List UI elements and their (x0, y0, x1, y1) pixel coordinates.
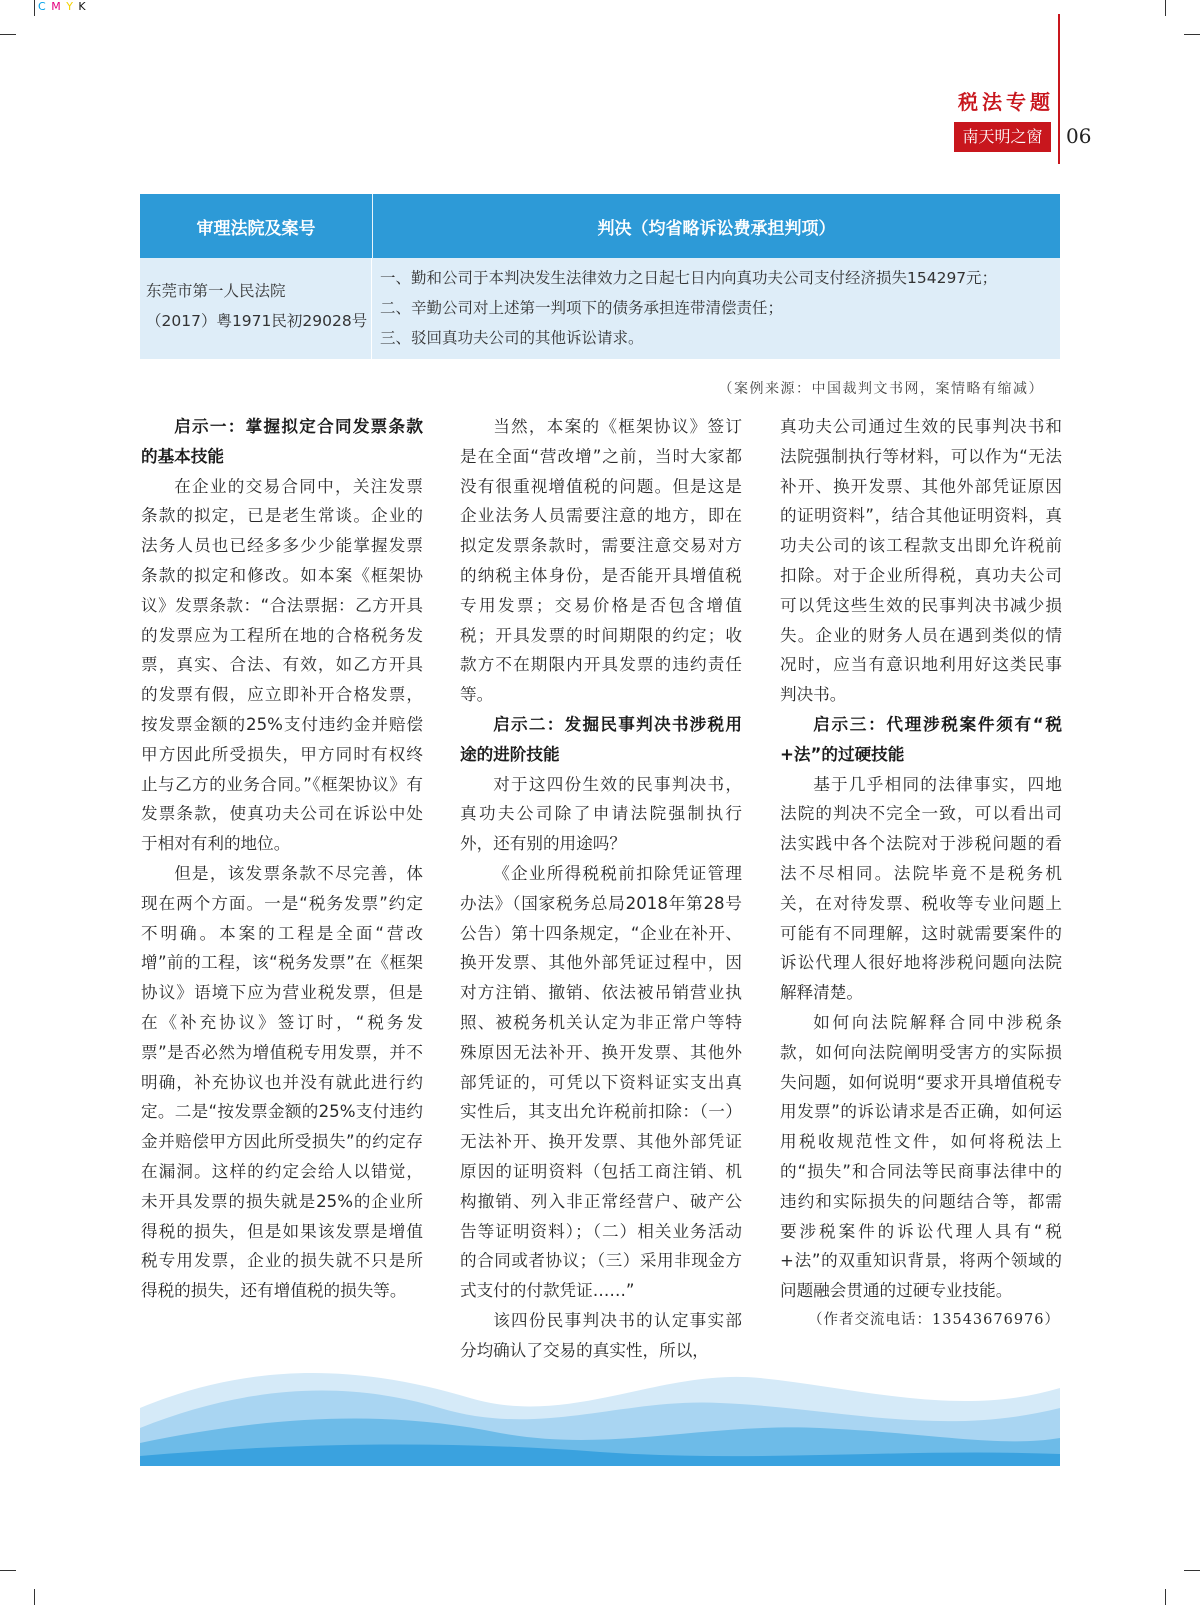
judgment-cell (372, 258, 1060, 359)
crop-mark (34, 1589, 35, 1605)
header-red-rule (1058, 14, 1060, 164)
cmyk-y: Y (66, 0, 74, 13)
judgment-item: 二、辛勤公司对上述第一判项下的债务承担连带清偿责任； (380, 299, 784, 317)
article-column-2 (460, 412, 742, 1366)
page-number: 06 (1066, 124, 1092, 148)
cmyk-c: C (38, 0, 47, 13)
insight-1-heading: 启示一：掌握拟定合同发票条款的基本技能 (141, 417, 423, 466)
insight-3-heading: 启示三：代理涉税案件须有“税+法”的过硬技能 (780, 714, 1062, 764)
crop-mark (1184, 34, 1200, 35)
court-name: 东莞市第一人民法院 (146, 282, 286, 300)
paragraph: 基于几乎相同的法律事实，四地法院的判决不完全一致，可以看出司法实践中各个法院对于涉税问题的看法不尽相同。法院毕竟不是税务机关，在对待发票、税收等专业问题上可能有不同理解，这时就需要案件的诉讼代理人很好地将涉税问题向法院解释清楚。 (780, 774, 1062, 1003)
table-header-judgment: 判决（均省略诉讼费承担判项） (597, 218, 836, 239)
article-column-3 (780, 412, 1062, 1336)
article-column-1 (141, 412, 423, 1306)
cmyk-k: K (78, 0, 87, 13)
magazine-name-badge: 南天明之窗 (954, 122, 1051, 152)
author-contact: （作者交流电话：13543676976） (808, 1311, 1060, 1328)
table-header-court: 审理法院及案号 (140, 194, 373, 258)
case-source-note: （案例来源：中国裁判文书网，案情略有缩减） (718, 381, 1044, 397)
crop-mark (1165, 1589, 1166, 1605)
section-title: 税法专题 (958, 90, 1054, 114)
judgment-item: 三、驳回真功夫公司的其他诉讼请求。 (380, 329, 644, 347)
paragraph: 在企业的交易合同中，关注发票条款的拟定，已是老生常谈。企业的法务人员也已经多多少少能掌握发票条款的拟定和修改。如本案《框架协议》发票条款：“合法票据：乙方开具的发票应为工程所在地的合格税务发票，真实、合法、有效，如乙方开具的发票有假，应立即补开合格发票，按发票金额的25%支付违约金并赔偿甲方因此所受损失，甲方同时有权终止与乙方的业务合同。”《框架协议》有发票条款，使真功夫公司在诉讼中处于相对有利的地位。 (141, 476, 423, 854)
paragraph-continued: 真功夫公司通过生效的民事判决书和法院强制执行等材料，可以作为“无法补开、换开发票、其他外部凭证原因的证明资料”，结合其他证明资料，真功夫公司的该工程款支出即允许税前扣除。对于企业所得税，真功夫公司可以凭这些生效的民事判决书减少损失。企业的财务人员在遇到类似的情况时，应当有意识地利用好这类民事判决书。 (780, 417, 1062, 705)
crop-mark (34, 0, 35, 16)
table-header-row (140, 194, 1060, 258)
crop-mark (0, 1570, 16, 1571)
crop-mark (1184, 1570, 1200, 1571)
decorative-waves (140, 1348, 1060, 1466)
paragraph: 对于这四份生效的民事判决书，真功夫公司除了申请法院强制执行外，还有别的用途吗？ (460, 774, 742, 854)
crop-mark (1165, 0, 1166, 16)
table-row (140, 258, 1060, 359)
paragraph: 当然，本案的《框架协议》签订是在全面“营改增”之前，当时大家都没有很重视增值税的问题。但是这是企业法务人员需要注意的地方，即在拟定发票条款时，需要注意交易对方的纳税主体身份，是否能开具增值税专用发票；交易价格是否包含增值税；开具发票的时间期限的约定；收款方不在期限内开具发票的违约责任等。 (460, 417, 742, 705)
paragraph: 但是，该发票条款不尽完善，体现在两个方面。一是“税务发票”约定不明确。本案的工程是全面“营改增”前的工程，该“税务发票”在《框架协议》语境下应为营业税发票，但是在《补充协议》签订时，“税务发票”是否必然为增值税专用发票，并不明确，补充协议也并没有就此进行约定。二是“按发票金额的25%支付违约金并赔偿甲方因此所受损失”的约定存在漏洞。这样的约定会给人以错觉，未开具发票的损失就是25%的企业所得税的损失，但是如果该发票是增值税专用发票，企业的损失就不只是所得税的损失，还有增值税的损失等。 (141, 863, 423, 1301)
paragraph: 《企业所得税税前扣除凭证管理办法》（国家税务总局2018年第28号公告）第十四条规定，“企业在补开、换开发票、其他外部凭证过程中，因对方注销、撤销、依法被吊销营业执照、被税务机关认定为非正常户等特殊原因无法补开、换开发票、其他外部凭证的，可凭以下资料证实支出真实性后，其支出允许税前扣除：（一）无法补开、换开发票、其他外部凭证原因的证明资料（包括工商注销、机构撤销、列入非正常经营户、破产公告等证明资料）；（二）相关业务活动的合同或者协议；（三）采用非现金方式支付的付款凭证……” (460, 863, 742, 1301)
court-cell (140, 258, 372, 359)
cmyk-m: M (51, 0, 62, 13)
paragraph: 如何向法院解释合同中涉税条款，如何向法院阐明受害方的实际损失问题，如何说明“要求开具增值税专用发票”的诉讼请求是否正确，如何运用税收规范性文件，如何将税法上的“损失”和合同法等民商事法律中的违约和实际损失的问题结合等，都需要涉税案件的诉讼代理人具有“税+法”的双重知识背景，将两个领域的问题融会贯通的过硬专业技能。 (780, 1012, 1062, 1301)
judgment-table (140, 194, 1060, 359)
judgment-item: 一、勤和公司于本判决发生法律效力之日起七日内向真功夫公司支付经济损失154297元； (380, 269, 998, 287)
insight-2-heading: 启示二：发掘民事判决书涉税用途的进阶技能 (460, 714, 742, 764)
paragraph: 该四份民事判决书的认定事实部分均确认了交易的真实性，所以， (460, 1310, 742, 1360)
case-number: （2017）粤1971民初29028号 (146, 312, 368, 330)
cmyk-print-mark (38, 0, 87, 13)
crop-mark (0, 34, 16, 35)
